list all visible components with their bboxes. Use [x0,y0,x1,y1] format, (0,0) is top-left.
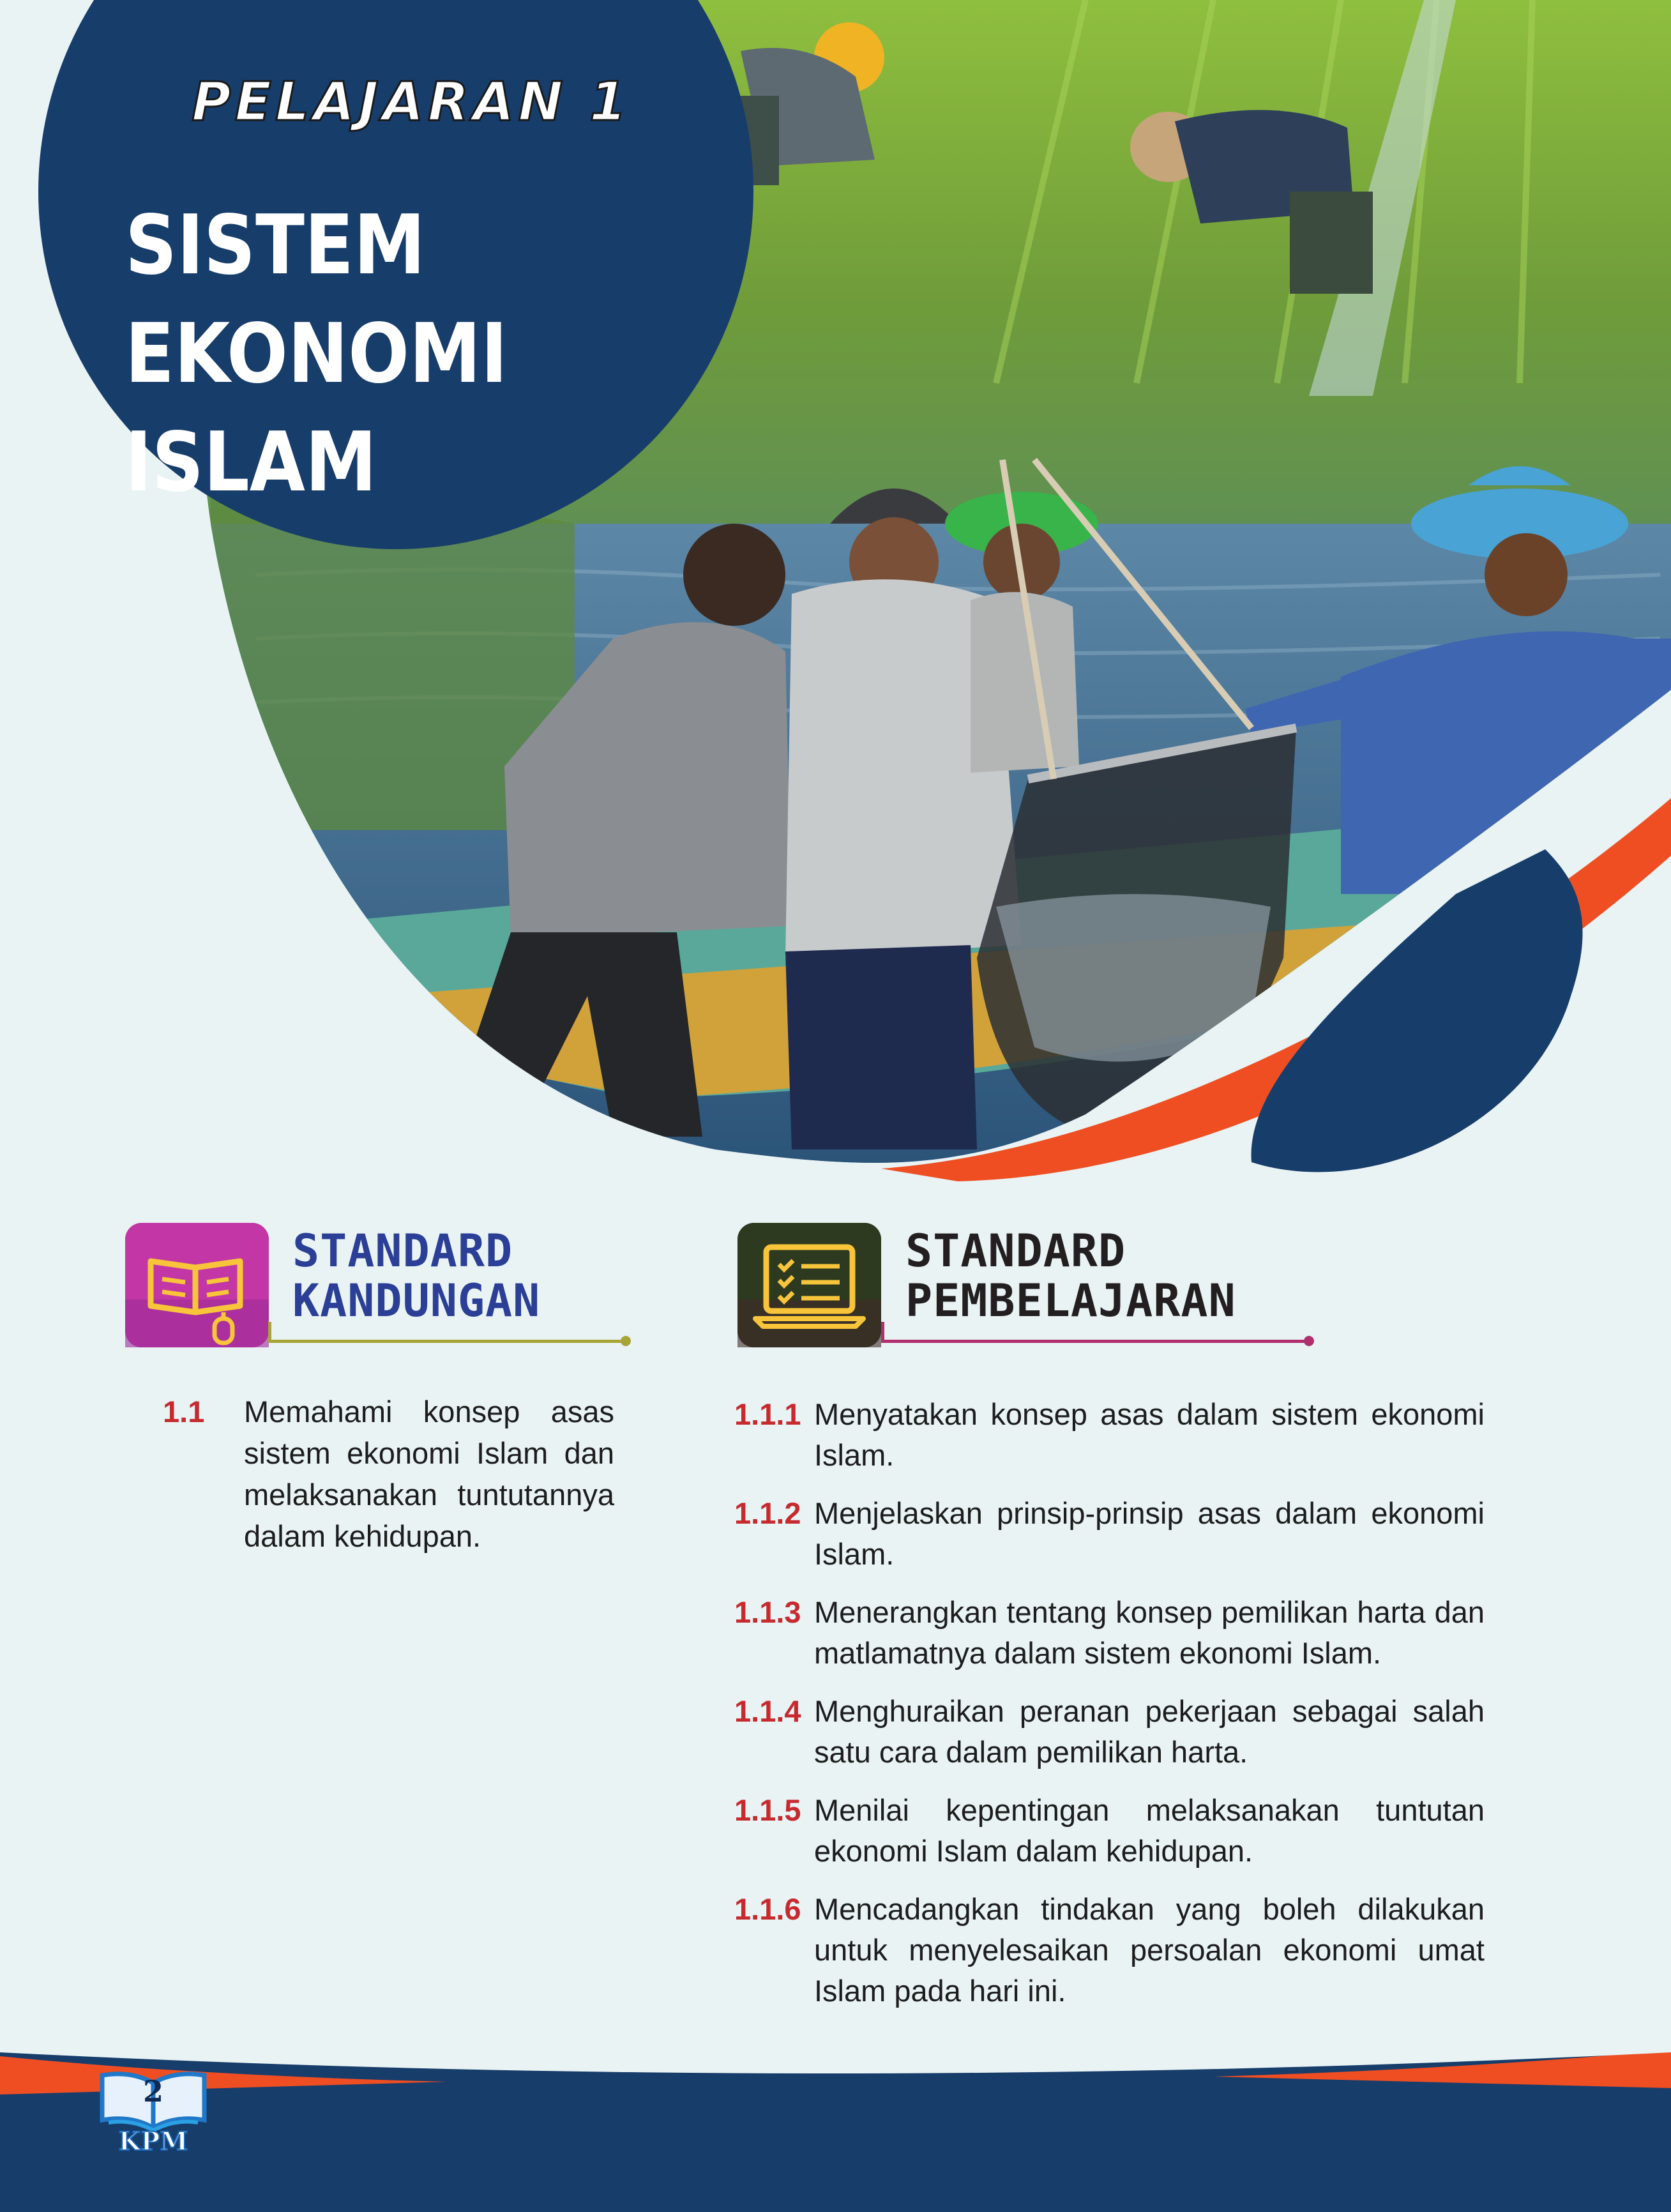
item-text: Menghuraikan peranan pekerjaan sebagai salah satu cara dalam pemilikan harta. [814,1694,1485,1769]
laptop-checklist-icon [737,1223,881,1347]
item-text: Mencadangkan tindakan yang boleh dilakukan untuk menyelesaikan persoalan ekonomi umat Islam pada hari ini. [814,1892,1485,2008]
lesson-title [125,192,631,517]
item-text: Menyatakan konsep asas dalam sistem ekonomi Islam. [814,1397,1485,1472]
standard-kandungan-heading-line2: KANDUNGAN [292,1275,541,1327]
standard-kandungan-rule [268,1340,623,1343]
item-number: 1.1.4 [734,1694,801,1728]
footer-band [0,2043,1671,2212]
item-text: Menilai kepentingan melaksanakan tuntutan ekonomi Islam dalam kehidupan. [814,1793,1485,1868]
page-number: 2 [142,2074,163,2109]
lesson-title-line1: SISTEM EKONOMI [125,198,508,402]
standard-pembelajaran-heading [905,1226,1236,1326]
standard-pembelajaran-rule-left [881,1322,884,1343]
lesson-title-line2: ISLAM [125,415,377,510]
standard-kandungan-rule-dot [621,1336,631,1346]
standard-pembelajaran-heading-line2: PEMBELAJARAN [905,1275,1236,1327]
publisher-label: KPM [118,2126,188,2156]
item-text: Memahami konsep asas sistem ekonomi Islam dan melaksanakan tuntutannya dalam kehidupan. [244,1395,614,1553]
item-text: Menerangkan tentang konsep pemilikan harta dan matlamatnya dalam sistem ekonomi Islam. [814,1595,1485,1670]
standard-pembelajaran-rule-dot [1304,1336,1314,1346]
item-number: 1.1.6 [734,1892,801,1926]
lesson-label: PELAJARAN 1 [192,70,631,133]
standard-kandungan-heading-line1: STANDARD [292,1225,513,1277]
item-number: 1.1.3 [734,1595,801,1629]
item-number: 1.1 [163,1395,205,1428]
book-with-mouse-icon [125,1223,269,1347]
item-text: Menjelaskan prinsip-prinsip asas dalam ekonomi Islam. [814,1496,1485,1571]
standard-kandungan-rule-left [268,1322,271,1343]
standard-pembelajaran-rule [881,1340,1306,1343]
item-number: 1.1.2 [734,1496,801,1530]
item-number: 1.1.5 [734,1793,801,1827]
item-number: 1.1.1 [734,1397,801,1431]
standard-kandungan-heading [292,1226,540,1326]
standard-pembelajaran-heading-line1: STANDARD [905,1225,1126,1277]
